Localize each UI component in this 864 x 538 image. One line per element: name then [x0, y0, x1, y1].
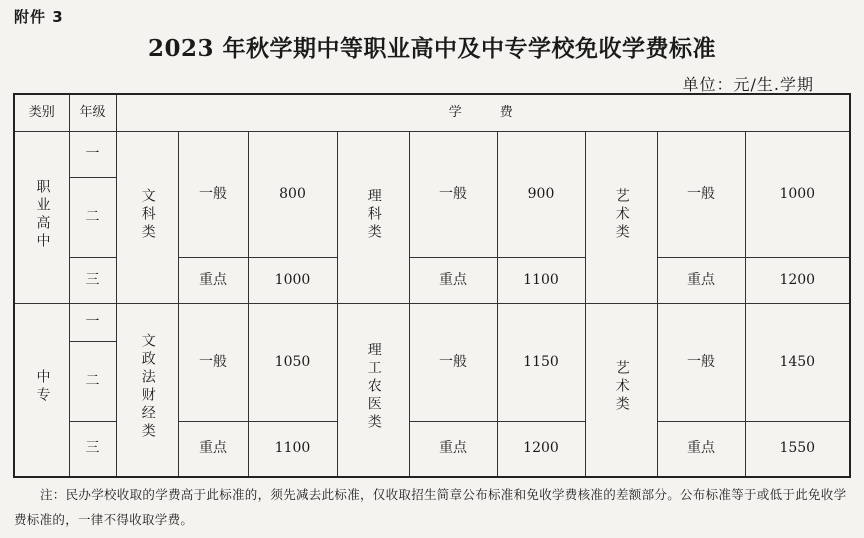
subject-cell: 理科类 [337, 132, 409, 304]
level-cell: 一般 [178, 304, 248, 422]
fee-value: 1000 [745, 132, 850, 258]
level-cell: 一般 [657, 304, 745, 422]
fee-value: 1100 [248, 422, 337, 477]
fee-value: 900 [497, 132, 585, 258]
grade-cell: 三 [69, 422, 116, 477]
fee-value: 1450 [745, 304, 850, 422]
header-fee: 学 费 [116, 94, 850, 132]
subject-cell: 理工农医类 [337, 304, 409, 477]
page-title: 2023 年秋学期中等职业高中及中专学校免收学费标准 [147, 35, 717, 62]
subject-cell: 艺术类 [585, 132, 657, 304]
subject-cell: 文政法财经类 [116, 304, 178, 477]
level-cell: 一般 [657, 132, 745, 258]
subject-cell: 文科类 [116, 132, 178, 304]
unit-label: 单位：元/生.学期 [682, 75, 814, 94]
table-row [14, 132, 850, 178]
fee-value: 1200 [497, 422, 585, 477]
category-cell: 中专 [14, 304, 69, 477]
grade-cell: 二 [69, 342, 116, 422]
level-cell: 重点 [657, 422, 745, 477]
level-cell: 重点 [178, 258, 248, 304]
grade-cell: 二 [69, 178, 116, 258]
level-cell: 重点 [178, 422, 248, 477]
footnote: 注：民办学校收取的学费高于此标准的，须先减去此标准，仅收取招生简章公布标准和免收学费核准的差额部分。公布标准等于或低于此免收学费标准的，一律不得收取学费。 [14, 487, 847, 527]
header-category: 类别 [14, 94, 69, 132]
level-cell: 重点 [657, 258, 745, 304]
level-cell: 重点 [409, 258, 497, 304]
fee-value: 1550 [745, 422, 850, 477]
level-cell: 一般 [178, 132, 248, 258]
grade-cell: 三 [69, 258, 116, 304]
fee-value: 800 [248, 132, 337, 258]
subject-cell: 艺术类 [585, 304, 657, 477]
grade-cell: 一 [69, 304, 116, 342]
header-grade: 年级 [69, 94, 116, 132]
grade-cell: 一 [69, 132, 116, 178]
category-cell: 职业高中 [14, 132, 69, 304]
fee-value: 1100 [497, 258, 585, 304]
level-cell: 一般 [409, 132, 497, 258]
fee-value: 1000 [248, 258, 337, 304]
table-header-row [14, 94, 850, 132]
fee-table [13, 93, 851, 478]
fee-value: 1200 [745, 258, 850, 304]
fee-value: 1050 [248, 304, 337, 422]
level-cell: 重点 [409, 422, 497, 477]
attachment-label: 附件 3 [14, 8, 64, 26]
level-cell: 一般 [409, 304, 497, 422]
table-row [14, 304, 850, 342]
fee-value: 1150 [497, 304, 585, 422]
